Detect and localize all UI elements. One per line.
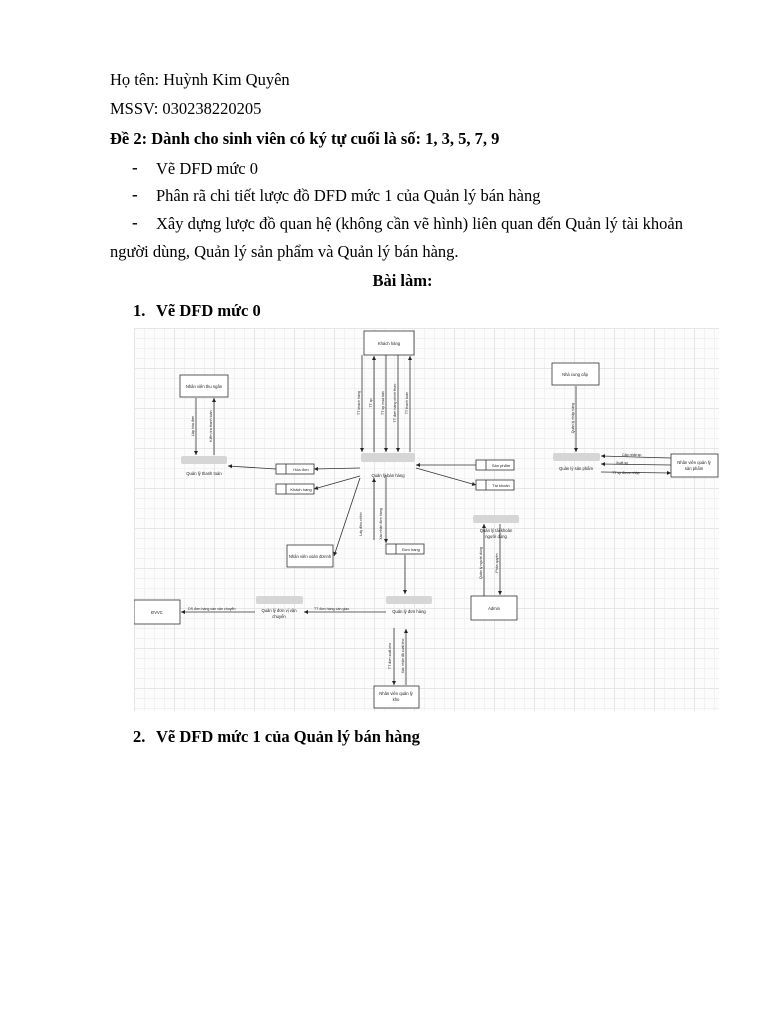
entity-label: Khách hàng	[377, 341, 401, 346]
entity-label: kho	[392, 697, 400, 702]
flow-label: TT đơn xuất kho	[388, 642, 392, 670]
section-number: 2.	[133, 727, 146, 746]
flow-label: Xác nhận đã xuất kho	[401, 638, 405, 674]
work-title: Bài làm:	[372, 271, 433, 290]
store-label: Đơn hàng	[402, 547, 420, 552]
entity-label: Nhân viên thu ngân	[185, 384, 223, 389]
assignment-topic: Đề 2: Dành cho sinh viên có ký tự cuối là số: 1, 3, 5, 7, 9	[110, 129, 500, 148]
entity-label: Nhân viên quản lý	[379, 691, 413, 696]
flow-label: Kiểm tra thanh toán	[209, 410, 213, 442]
flow-label: Lập hóa đơn	[191, 415, 195, 437]
process-label: Quản lý sản phẩm	[559, 466, 593, 471]
flow-label: Quản lý người dùng	[479, 547, 483, 579]
flow-label: TT đơn hàng cần giao	[314, 607, 350, 611]
process-label: Quản lý đơn hàng	[392, 609, 426, 614]
entity-label: sản phẩm	[684, 466, 704, 471]
process-bar-tai-khoan	[473, 515, 519, 523]
store-label: Tài khoản	[492, 483, 510, 488]
store-label: Sản phẩm	[491, 463, 511, 468]
task-item: Phân rã chi tiết lược đồ DFD mức 1 của Quản lý bán hàng	[156, 186, 541, 205]
process-bar-thanh-toan	[181, 456, 227, 464]
process-bar-ban-hang	[361, 453, 415, 462]
process-label: người dùng	[485, 534, 507, 539]
flow-label: Quản lý nhập hàng	[571, 402, 575, 434]
process-bar-san-pham	[553, 453, 600, 461]
task-item-continued: người dùng, Quản lý sản phẩm và Quản lý bán hàng.	[110, 242, 459, 261]
flow-label: TT đơn hàng chính thức	[393, 383, 397, 423]
process-label: Quản lý bán hàng	[371, 473, 405, 478]
bullet-dash: -	[132, 213, 138, 232]
store-label: Khách hàng	[290, 487, 312, 492]
task-item: Vẽ DFD mức 0	[156, 159, 258, 178]
student-name: Họ tên: Huỳnh Kim Quyên	[110, 70, 290, 89]
process-bar-don-vi-van-chuyen	[256, 596, 303, 604]
flow-label: Xuất sp	[616, 461, 629, 465]
process-label: Quản lý thanh toán	[186, 471, 222, 476]
flow-label: Xác nhận đơn hàng	[379, 508, 383, 540]
section-title: Vẽ DFD mức 0	[156, 301, 261, 320]
dfd-svg	[134, 328, 719, 711]
process-label: Quản lý đơn vị vận	[261, 608, 297, 613]
process-bar-don-hang	[386, 596, 432, 604]
entity-label: Nhân viên xoán đơnnh	[288, 554, 332, 559]
flow-label: TT sp	[369, 398, 373, 408]
flow-label: TT sp được nhập	[612, 471, 640, 475]
entity-label: Admin	[488, 606, 500, 611]
flow-label: Phân quyền	[495, 553, 499, 573]
section-number: 1.	[133, 301, 146, 320]
flow-label: TT thanh toán	[405, 391, 409, 415]
flow-label: TT khách hàng	[357, 391, 361, 415]
flow-label: Lấy điều chỉnh	[359, 512, 363, 536]
student-id: MSSV: 030238220205	[110, 99, 262, 118]
store-label: Hóa đơn	[293, 467, 309, 472]
entity-label: Nhân viên quản lý	[677, 460, 711, 465]
flow-label: TT sp mua bán	[381, 390, 385, 416]
process-label: chuyển	[272, 614, 286, 619]
dfd-level0-diagram	[134, 328, 719, 711]
bullet-dash: -	[132, 185, 138, 204]
process-label: Quản lý tài khoản	[479, 528, 513, 533]
flow-label: DS đơn hàng cần vận chuyển	[188, 607, 236, 611]
entity-label: Nhà cung cấp	[562, 372, 588, 377]
section-title: Vẽ DFD mức 1 của Quản lý bán hàng	[156, 727, 420, 746]
task-item: Xây dựng lược đồ quan hệ (không cần vẽ hình) liên quan đến Quản lý tài khoản	[156, 214, 683, 233]
bullet-dash: -	[132, 158, 138, 177]
flow-label: Cập nhật sp	[622, 453, 642, 457]
entity-label: ĐVVC	[151, 610, 163, 615]
